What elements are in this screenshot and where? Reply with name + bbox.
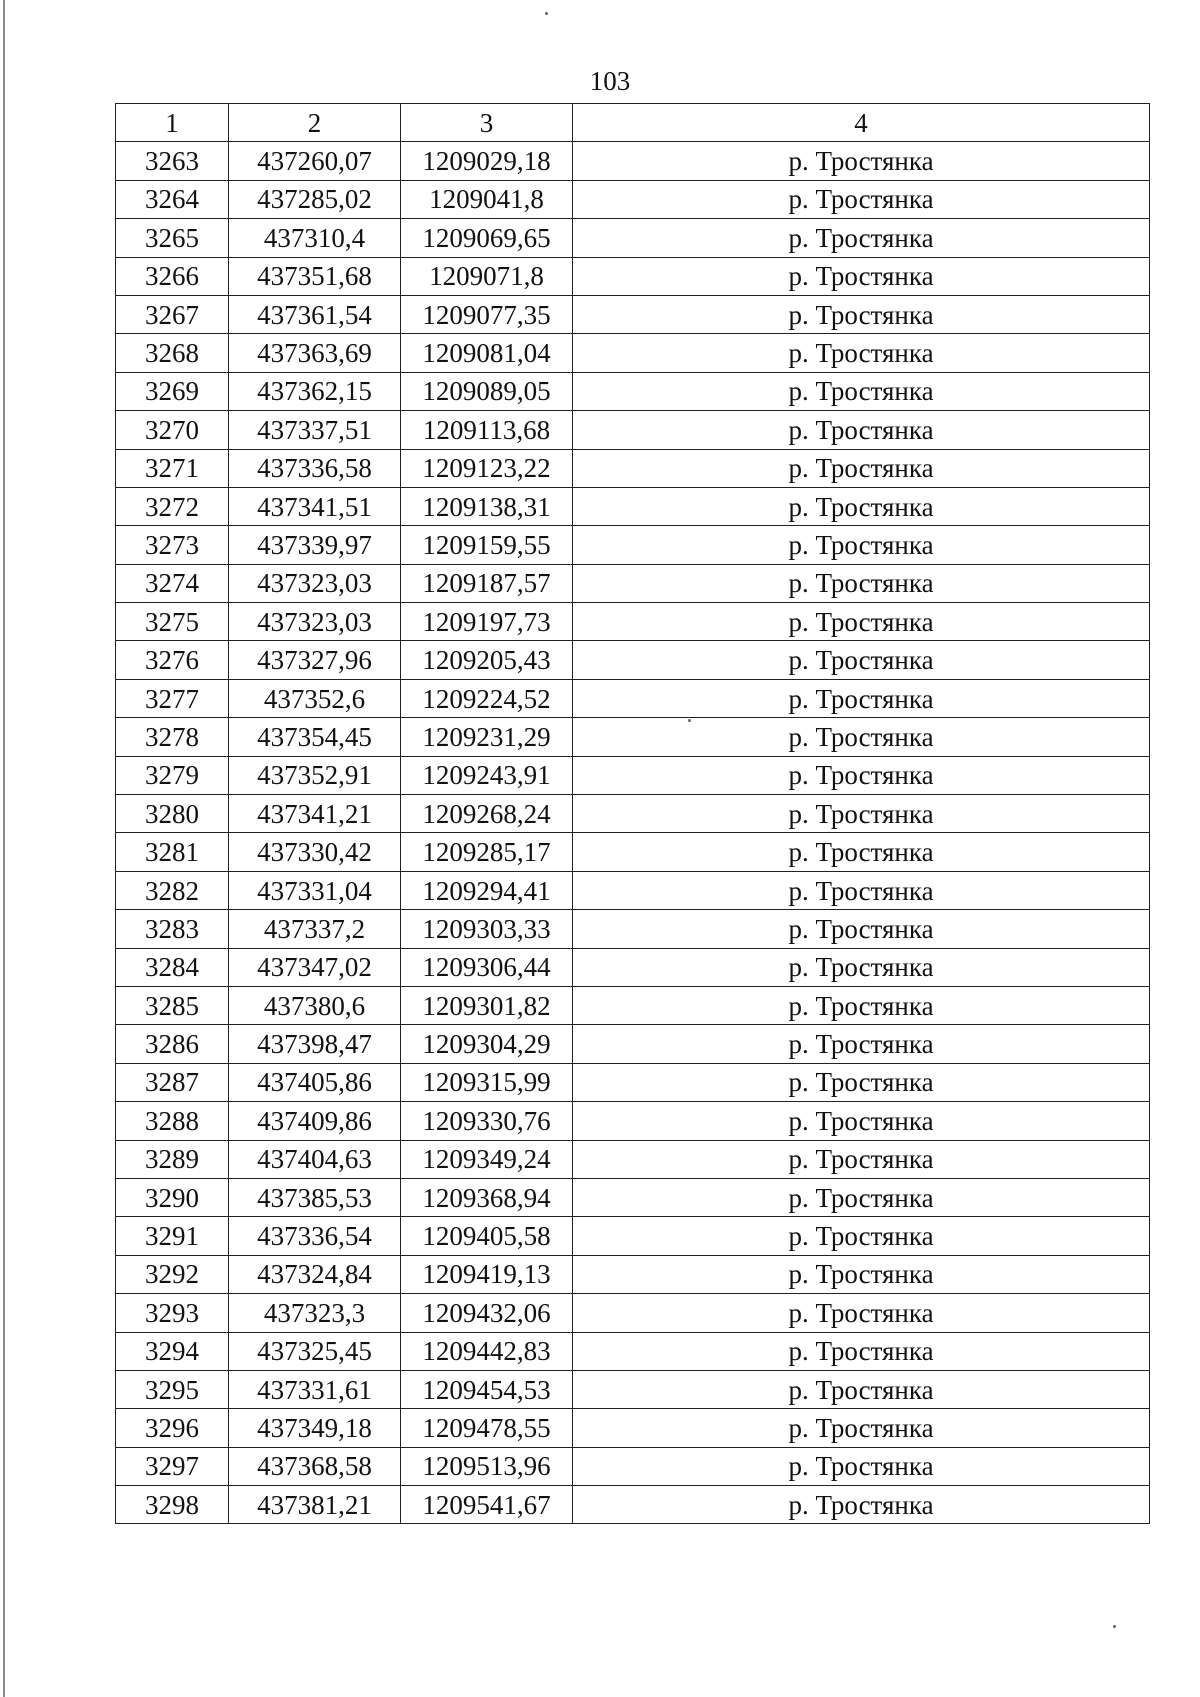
y-coordinate-cell: 1209442,83: [401, 1332, 573, 1370]
point-number-cell: 3273: [116, 526, 229, 564]
x-coordinate-cell: 437337,51: [229, 411, 401, 449]
description-cell: р. Тростянка: [573, 1217, 1150, 1255]
x-coordinate-cell: 437331,04: [229, 871, 401, 909]
description-cell: р. Тростянка: [573, 1025, 1150, 1063]
point-number-cell: 3287: [116, 1063, 229, 1101]
table-row: [116, 910, 1150, 948]
point-number-cell: 3276: [116, 641, 229, 679]
point-number-cell: 3281: [116, 833, 229, 871]
x-coordinate-cell: 437260,07: [229, 142, 401, 180]
point-number-cell: 3277: [116, 679, 229, 717]
description-cell: р. Тростянка: [573, 986, 1150, 1024]
table-row: [116, 986, 1150, 1024]
x-coordinate-cell: 437352,91: [229, 756, 401, 794]
y-coordinate-cell: 1209113,68: [401, 411, 573, 449]
description-cell: р. Тростянка: [573, 1294, 1150, 1332]
table-row: [116, 833, 1150, 871]
description-cell: р. Тростянка: [573, 180, 1150, 218]
description-cell: р. Тростянка: [573, 142, 1150, 180]
table-row: [116, 1063, 1150, 1101]
table-row: [116, 679, 1150, 717]
scan-speck: [688, 719, 691, 722]
point-number-cell: 3286: [116, 1025, 229, 1063]
table-row: [116, 1486, 1150, 1524]
description-cell: р. Тростянка: [573, 795, 1150, 833]
point-number-cell: 3278: [116, 718, 229, 756]
y-coordinate-cell: 1209077,35: [401, 295, 573, 333]
y-coordinate-cell: 1209081,04: [401, 334, 573, 372]
description-cell: р. Тростянка: [573, 1178, 1150, 1216]
point-number-cell: 3283: [116, 910, 229, 948]
header-col-2: 2: [229, 104, 401, 142]
y-coordinate-cell: 1209138,31: [401, 487, 573, 525]
header-col-4: 4: [573, 104, 1150, 142]
x-coordinate-cell: 437361,54: [229, 295, 401, 333]
y-coordinate-cell: 1209123,22: [401, 449, 573, 487]
point-number-cell: 3266: [116, 257, 229, 295]
x-coordinate-cell: 437368,58: [229, 1447, 401, 1485]
point-number-cell: 3290: [116, 1178, 229, 1216]
table-row: [116, 487, 1150, 525]
table-row: [116, 1370, 1150, 1408]
y-coordinate-cell: 1209454,53: [401, 1370, 573, 1408]
table-row: [116, 1332, 1150, 1370]
table-row: [116, 1447, 1150, 1485]
point-number-cell: 3282: [116, 871, 229, 909]
x-coordinate-cell: 437339,97: [229, 526, 401, 564]
page-number: 103: [589, 66, 631, 96]
header-col-1: 1: [116, 104, 229, 142]
y-coordinate-cell: 1209303,33: [401, 910, 573, 948]
coordinates-table: [115, 103, 1150, 1524]
table-row: [116, 219, 1150, 257]
point-number-cell: 3285: [116, 986, 229, 1024]
point-number-cell: 3269: [116, 372, 229, 410]
y-coordinate-cell: 1209243,91: [401, 756, 573, 794]
description-cell: р. Тростянка: [573, 603, 1150, 641]
table-row: [116, 871, 1150, 909]
description-cell: р. Тростянка: [573, 372, 1150, 410]
y-coordinate-cell: 1209513,96: [401, 1447, 573, 1485]
table-row: [116, 526, 1150, 564]
table-row: [116, 603, 1150, 641]
y-coordinate-cell: 1209197,73: [401, 603, 573, 641]
x-coordinate-cell: 437341,21: [229, 795, 401, 833]
table-row: [116, 257, 1150, 295]
point-number-cell: 3294: [116, 1332, 229, 1370]
point-number-cell: 3275: [116, 603, 229, 641]
x-coordinate-cell: 437352,6: [229, 679, 401, 717]
scan-speck: [1113, 1625, 1116, 1628]
y-coordinate-cell: 1209349,24: [401, 1140, 573, 1178]
table-row: [116, 756, 1150, 794]
description-cell: р. Тростянка: [573, 718, 1150, 756]
description-cell: р. Тростянка: [573, 1063, 1150, 1101]
x-coordinate-cell: 437349,18: [229, 1409, 401, 1447]
point-number-cell: 3288: [116, 1102, 229, 1140]
point-number-cell: 3292: [116, 1255, 229, 1293]
table-row: [116, 334, 1150, 372]
table-row: [116, 564, 1150, 602]
point-number-cell: 3268: [116, 334, 229, 372]
y-coordinate-cell: 1209069,65: [401, 219, 573, 257]
header-row: [116, 104, 1150, 142]
description-cell: р. Тростянка: [573, 756, 1150, 794]
description-cell: р. Тростянка: [573, 295, 1150, 333]
point-number-cell: 3271: [116, 449, 229, 487]
x-coordinate-cell: 437380,6: [229, 986, 401, 1024]
point-number-cell: 3296: [116, 1409, 229, 1447]
description-cell: р. Тростянка: [573, 487, 1150, 525]
description-cell: р. Тростянка: [573, 641, 1150, 679]
description-cell: р. Тростянка: [573, 1332, 1150, 1370]
point-number-cell: 3284: [116, 948, 229, 986]
x-coordinate-cell: 437325,45: [229, 1332, 401, 1370]
table-row: [116, 1178, 1150, 1216]
description-cell: р. Тростянка: [573, 1140, 1150, 1178]
x-coordinate-cell: 437330,42: [229, 833, 401, 871]
x-coordinate-cell: 437324,84: [229, 1255, 401, 1293]
x-coordinate-cell: 437409,86: [229, 1102, 401, 1140]
y-coordinate-cell: 1209187,57: [401, 564, 573, 602]
table-row: [116, 372, 1150, 410]
y-coordinate-cell: 1209405,58: [401, 1217, 573, 1255]
y-coordinate-cell: 1209306,44: [401, 948, 573, 986]
table-row: [116, 1294, 1150, 1332]
y-coordinate-cell: 1209541,67: [401, 1486, 573, 1524]
point-number-cell: 3297: [116, 1447, 229, 1485]
point-number-cell: 3272: [116, 487, 229, 525]
description-cell: р. Тростянка: [573, 526, 1150, 564]
page-edge: [3, 0, 5, 1697]
point-number-cell: 3263: [116, 142, 229, 180]
table-row: [116, 411, 1150, 449]
table-row: [116, 1102, 1150, 1140]
point-number-cell: 3298: [116, 1486, 229, 1524]
header-col-3: 3: [401, 104, 573, 142]
y-coordinate-cell: 1209089,05: [401, 372, 573, 410]
y-coordinate-cell: 1209041,8: [401, 180, 573, 218]
x-coordinate-cell: 437363,69: [229, 334, 401, 372]
description-cell: р. Тростянка: [573, 449, 1150, 487]
y-coordinate-cell: 1209231,29: [401, 718, 573, 756]
x-coordinate-cell: 437405,86: [229, 1063, 401, 1101]
table-row: [116, 1255, 1150, 1293]
scan-speck: [545, 12, 548, 15]
point-number-cell: 3289: [116, 1140, 229, 1178]
table-row: [116, 142, 1150, 180]
point-number-cell: 3293: [116, 1294, 229, 1332]
point-number-cell: 3279: [116, 756, 229, 794]
y-coordinate-cell: 1209285,17: [401, 833, 573, 871]
y-coordinate-cell: 1209432,06: [401, 1294, 573, 1332]
x-coordinate-cell: 437310,4: [229, 219, 401, 257]
description-cell: р. Тростянка: [573, 334, 1150, 372]
table-row: [116, 1140, 1150, 1178]
description-cell: р. Тростянка: [573, 1409, 1150, 1447]
x-coordinate-cell: 437285,02: [229, 180, 401, 218]
x-coordinate-cell: 437323,3: [229, 1294, 401, 1332]
x-coordinate-cell: 437381,21: [229, 1486, 401, 1524]
table-row: [116, 180, 1150, 218]
point-number-cell: 3291: [116, 1217, 229, 1255]
table-row: [116, 641, 1150, 679]
description-cell: р. Тростянка: [573, 257, 1150, 295]
description-cell: р. Тростянка: [573, 948, 1150, 986]
x-coordinate-cell: 437347,02: [229, 948, 401, 986]
x-coordinate-cell: 437337,2: [229, 910, 401, 948]
y-coordinate-cell: 1209205,43: [401, 641, 573, 679]
description-cell: р. Тростянка: [573, 910, 1150, 948]
y-coordinate-cell: 1209294,41: [401, 871, 573, 909]
description-cell: р. Тростянка: [573, 219, 1150, 257]
table-row: [116, 718, 1150, 756]
y-coordinate-cell: 1209159,55: [401, 526, 573, 564]
y-coordinate-cell: 1209029,18: [401, 142, 573, 180]
description-cell: р. Тростянка: [573, 679, 1150, 717]
x-coordinate-cell: 437336,58: [229, 449, 401, 487]
y-coordinate-cell: 1209330,76: [401, 1102, 573, 1140]
table-row: [116, 449, 1150, 487]
table-row: [116, 1217, 1150, 1255]
x-coordinate-cell: 437336,54: [229, 1217, 401, 1255]
point-number-cell: 3274: [116, 564, 229, 602]
x-coordinate-cell: 437354,45: [229, 718, 401, 756]
x-coordinate-cell: 437398,47: [229, 1025, 401, 1063]
point-number-cell: 3267: [116, 295, 229, 333]
y-coordinate-cell: 1209419,13: [401, 1255, 573, 1293]
description-cell: р. Тростянка: [573, 1255, 1150, 1293]
x-coordinate-cell: 437351,68: [229, 257, 401, 295]
table-row: [116, 1025, 1150, 1063]
y-coordinate-cell: 1209301,82: [401, 986, 573, 1024]
x-coordinate-cell: 437385,53: [229, 1178, 401, 1216]
description-cell: р. Тростянка: [573, 564, 1150, 602]
y-coordinate-cell: 1209304,29: [401, 1025, 573, 1063]
table-row: [116, 795, 1150, 833]
y-coordinate-cell: 1209478,55: [401, 1409, 573, 1447]
x-coordinate-cell: 437323,03: [229, 564, 401, 602]
point-number-cell: 3280: [116, 795, 229, 833]
y-coordinate-cell: 1209224,52: [401, 679, 573, 717]
x-coordinate-cell: 437323,03: [229, 603, 401, 641]
point-number-cell: 3295: [116, 1370, 229, 1408]
table-body: [116, 142, 1150, 1524]
y-coordinate-cell: 1209315,99: [401, 1063, 573, 1101]
table-row: [116, 1409, 1150, 1447]
description-cell: р. Тростянка: [573, 833, 1150, 871]
y-coordinate-cell: 1209268,24: [401, 795, 573, 833]
x-coordinate-cell: 437341,51: [229, 487, 401, 525]
description-cell: р. Тростянка: [573, 1447, 1150, 1485]
description-cell: р. Тростянка: [573, 411, 1150, 449]
point-number-cell: 3270: [116, 411, 229, 449]
table-row: [116, 295, 1150, 333]
description-cell: р. Тростянка: [573, 871, 1150, 909]
description-cell: р. Тростянка: [573, 1486, 1150, 1524]
x-coordinate-cell: 437327,96: [229, 641, 401, 679]
x-coordinate-cell: 437404,63: [229, 1140, 401, 1178]
x-coordinate-cell: 437362,15: [229, 372, 401, 410]
description-cell: р. Тростянка: [573, 1102, 1150, 1140]
y-coordinate-cell: 1209368,94: [401, 1178, 573, 1216]
description-cell: р. Тростянка: [573, 1370, 1150, 1408]
table-row: [116, 948, 1150, 986]
point-number-cell: 3265: [116, 219, 229, 257]
y-coordinate-cell: 1209071,8: [401, 257, 573, 295]
point-number-cell: 3264: [116, 180, 229, 218]
x-coordinate-cell: 437331,61: [229, 1370, 401, 1408]
